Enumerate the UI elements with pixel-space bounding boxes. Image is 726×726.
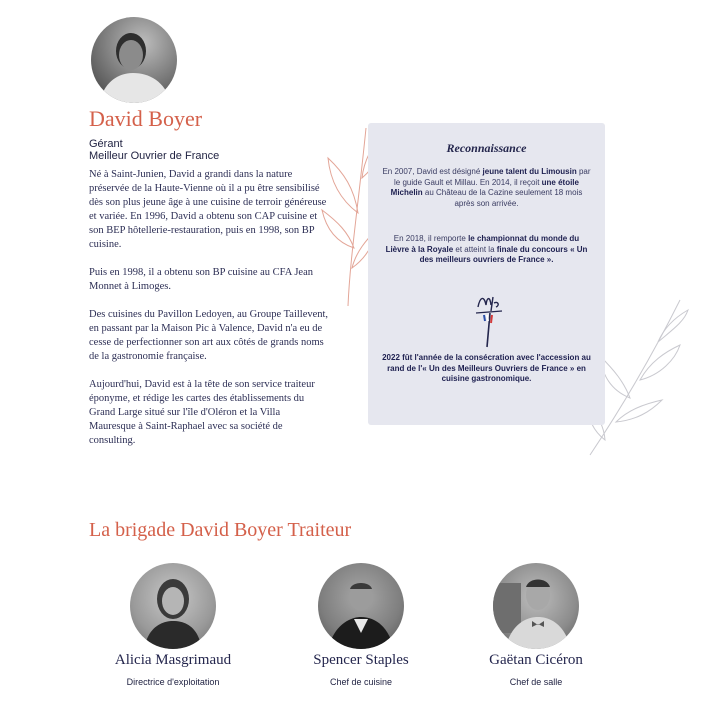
recognition-paragraph-2 — [382, 234, 591, 266]
text-span: En 2007, David est désigné — [382, 167, 483, 176]
profile-bio — [89, 168, 329, 462]
member-role: Directrice d'exploitation — [126, 677, 220, 687]
recognition-card — [368, 123, 605, 425]
text-span: et atteint la — [453, 244, 497, 254]
member-photo-gaetan — [493, 563, 579, 649]
member-role: Chef de salle — [509, 677, 563, 687]
bio-paragraph: Puis en 1998, il a obtenu son BP cuisine au CFA Jean Monnet à Limoges. — [89, 267, 313, 292]
brigade-title: La brigade David Boyer Traiteur — [89, 519, 352, 541]
profile-name: David Boyer — [89, 106, 203, 131]
role-title: Gérant — [89, 138, 123, 150]
text-span: au Château de la Cazine seulement 18 mois après son arrivée. — [422, 188, 583, 208]
profile-photo — [91, 17, 177, 103]
text-span: En 2018, il remporte — [393, 234, 469, 243]
member-name: Spencer Staples — [313, 652, 409, 668]
highlight-text: le championnat du monde du Lièvre à la Royale — [385, 234, 580, 254]
bio-paragraph: Des cuisines du Pavillon Ledoyen, au Groupe Taillevent, en passant par la Maison Pic à Valence, David n'a eu de cesse de perfectionner son art aux côtés de grands noms de la gastronomie française. — [89, 309, 329, 362]
member-photo-alicia — [130, 563, 216, 649]
recognition-paragraph-3: 2022 fût l'année de la consécration avec l'accession au rand de l'« Un des Meilleurs Ouvriers de France » en cuisine gastronomique. — [382, 353, 591, 383]
profile-role — [89, 138, 219, 162]
text-span: par le guide Gault et Millau. En 2014, il reçoit — [394, 167, 591, 187]
member-photo-spencer — [318, 563, 404, 649]
mof-logo-icon — [474, 291, 504, 349]
member-role: Chef de cuisine — [329, 677, 393, 687]
member-name: Alicia Masgrimaud — [114, 652, 232, 668]
bio-paragraph: Né à Saint-Junien, David a grandi dans la nature préservée de la Haute-Vienne où il a pu être sensibilisé dès son plus jeune âge à une cuisine de terroir généreuse et variée. En 1996, David a obtenu son CAP cuisine et son BEP hôtellerie-restauration, puis en 1998, son BP cuisine. — [89, 169, 327, 250]
highlight-text: jeune talent du Limousin — [482, 167, 577, 176]
highlight-text: finale du concours « Un des meilleurs ouvriers de France ». — [419, 244, 588, 264]
highlight-text: une étoile Michelin — [390, 177, 579, 197]
bio-paragraph: Aujourd'hui, David est à la tête de son service traiteur éponyme, et rédige les cartes des établissements du Grand Large situé sur l'île d'Oléron et la Villa Mauresque à Saint-Raphael avec sa société de consulting. — [89, 379, 315, 446]
recognition-paragraph-1 — [382, 167, 591, 209]
recognition-title: Reconnaissance — [446, 141, 527, 155]
member-name: Gaëtan Cicéron — [489, 652, 583, 668]
role-distinction: Meilleur Ouvrier de France — [89, 150, 220, 162]
